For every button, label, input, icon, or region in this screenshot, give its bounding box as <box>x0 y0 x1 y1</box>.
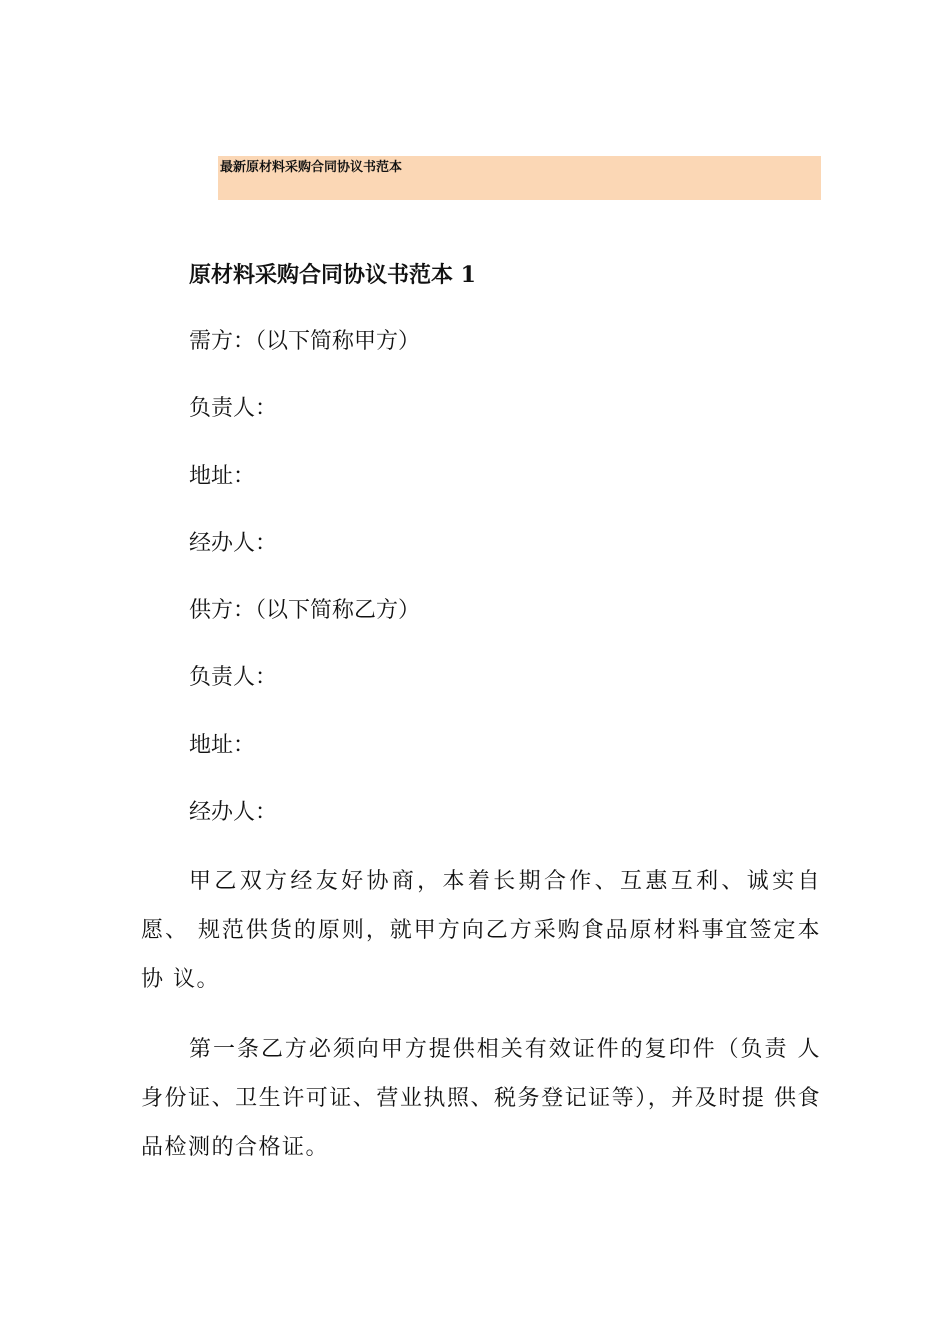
buyer-party-line: 需方：（以下简称甲方） <box>189 329 421 354</box>
document-title: 原材料采购合同协议书范本 1 <box>189 262 476 288</box>
header-banner <box>218 156 821 200</box>
header-banner-text: 最新原材料采购合同协议书范本 <box>220 160 403 175</box>
buyer-handler-label: 经办人： <box>189 531 278 556</box>
supplier-responsible-label: 负责人： <box>189 665 278 690</box>
buyer-address-label: 地址： <box>189 464 256 489</box>
supplier-handler-label: 经办人： <box>189 800 278 825</box>
supplier-address-label: 地址： <box>189 733 256 758</box>
buyer-responsible-label: 负责人： <box>189 396 278 421</box>
supplier-party-line: 供方：（以下简称乙方） <box>189 598 421 623</box>
paragraph-intro: 甲乙双方经友好协商，本着长期合作、互惠互利、诚实自愿、 规范供货的原则，就甲方向乙方采购食品原材料事宜签定本协 议。 <box>141 869 821 992</box>
paragraph-article-1: 第一条乙方必须向甲方提供相关有效证件的复印件（负责 人身份证、卫生许可证、营业执照、税务登记证等），并及时提 供食品检测的合格证。 <box>141 1037 821 1160</box>
